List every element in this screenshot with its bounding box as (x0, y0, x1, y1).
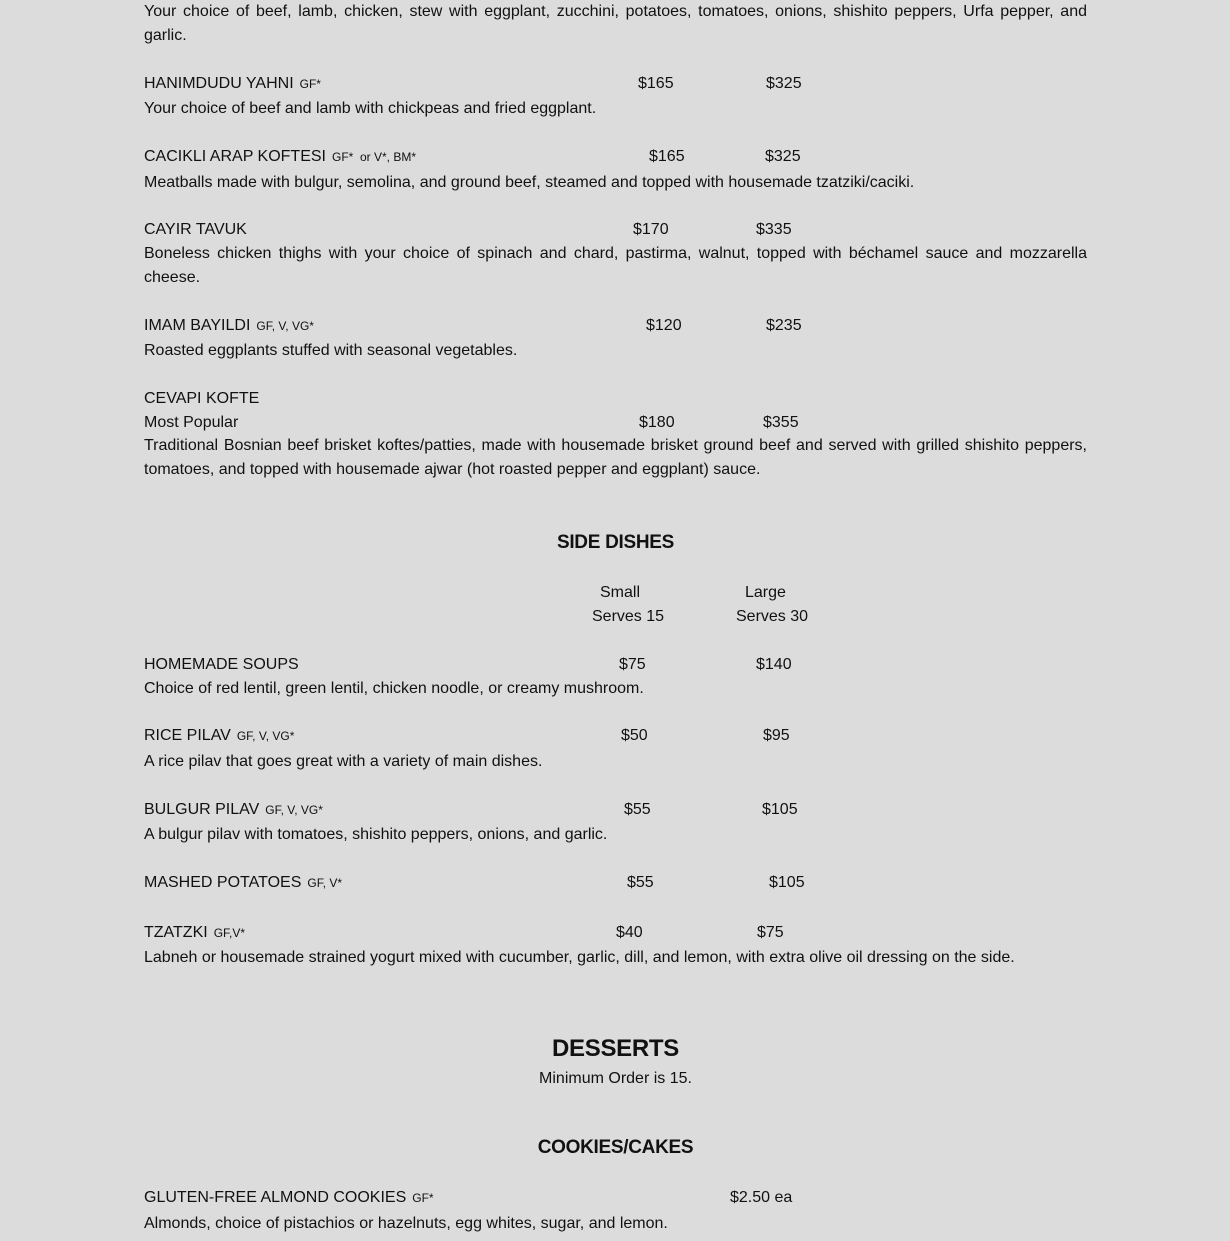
popular-label: Most Popular (144, 414, 239, 431)
item-description: Labneh or housemade strained yogurt mixed with cucumber, garlic, dill, and lemon, with extra olive oil dressing on the side. (144, 949, 1015, 966)
item-description: Roasted eggplants stuffed with seasonal vegetables. (144, 342, 518, 359)
dietary-tags: GF* (412, 1191, 434, 1205)
large-price: $95 (763, 727, 790, 744)
small-price: $120 (646, 317, 682, 334)
unit-price: $2.50 ea (730, 1189, 793, 1206)
item-description: Boneless chicken thighs with your choice of spinach and chard, pastirma, walnut, topped with béchamel sauce and mozzarella cheese. (144, 245, 1087, 286)
small-column-label: Small (600, 584, 641, 601)
item-name: RICE PILAV (144, 727, 231, 744)
small-price: $55 (627, 874, 654, 891)
item-description: Choice of red lentil, green lentil, chicken noodle, or creamy mushroom. (144, 680, 644, 697)
item-name: IMAM BAYILDI (144, 317, 251, 334)
minimum-order-note: Minimum Order is 15. (539, 1070, 692, 1087)
large-column-label: Large (745, 584, 786, 601)
small-price: $50 (621, 727, 648, 744)
small-price: $165 (638, 75, 674, 92)
item-name: BULGUR PILAV (144, 801, 260, 818)
large-price: $235 (766, 317, 802, 334)
small-price: $165 (649, 148, 685, 165)
small-column-serves: Serves 15 (592, 608, 665, 625)
item-description: A bulgur pilav with tomatoes, shishito peppers, onions, and garlic. (144, 826, 608, 843)
dietary-tags: GF,V* (213, 926, 246, 940)
item-description: Traditional Bosnian beef brisket koftes/patties, made with housemade brisket ground beef and served with grilled shishito peppers, tomatoes, and topped with housemade ajwar (hot roasted pepper and eggplant) sauce. (144, 437, 1087, 478)
item-name: GLUTEN-FREE ALMOND COOKIES (144, 1189, 407, 1206)
dietary-tags: GF, V* (307, 876, 343, 890)
item-description: A rice pilav that goes great with a variety of main dishes. (144, 753, 543, 770)
cookies-cakes-heading: COOKIES/CAKES (537, 1137, 694, 1158)
item-name: CEVAPI KOFTE (144, 390, 260, 407)
item-name: TZATZKI (144, 924, 208, 941)
item-description: Meatballs made with bulgur, semolina, and ground beef, steamed and topped with housemade tzatziki/caciki. (144, 174, 915, 191)
dietary-tags: GF, V, VG* (236, 729, 295, 743)
menu-item-mashed-potatoes (144, 871, 342, 895)
dietary-tags: GF, V, VG* (265, 803, 323, 817)
small-price: $40 (616, 924, 643, 941)
dietary-tags: GF* or V*, BM* (331, 150, 417, 164)
menu-item-tzatzki (144, 921, 245, 945)
small-price: $75 (619, 656, 646, 673)
menu-item-bulgur-pilav (144, 798, 323, 822)
small-price: $180 (639, 414, 675, 431)
menu-item-homemade-soups (144, 653, 299, 677)
large-column-serves: Serves 30 (736, 608, 809, 625)
menu-item-cacikli-arap-koftesi (144, 145, 416, 169)
large-price: $325 (766, 75, 802, 92)
stew-description: Your choice of beef, lamb, chicken, stew with eggplant, zucchini, potatoes, tomatoes, onions, shishito peppers, Urfa pepper, and garlic. (144, 3, 1087, 44)
item-name: HANIMDUDU YAHNI (144, 75, 294, 92)
item-description: Almonds, choice of pistachios or hazelnuts, egg whites, sugar, and lemon. (144, 1215, 668, 1232)
large-price: $140 (756, 656, 792, 673)
menu-item-rice-pilav (144, 724, 294, 748)
item-name: CAYIR TAVUK (144, 221, 247, 238)
desserts-heading: DESSERTS (552, 1035, 679, 1062)
dietary-tags: GF* (299, 77, 321, 91)
large-price: $105 (762, 801, 798, 818)
item-name: MASHED POTATOES (144, 874, 302, 891)
item-name: HOMEMADE SOUPS (144, 656, 299, 673)
small-price: $170 (633, 221, 669, 238)
menu-item-hanimdudu-yahni (144, 72, 321, 96)
large-price: $335 (756, 221, 792, 238)
item-description: Your choice of beef and lamb with chickpeas and fried eggplant. (144, 100, 597, 117)
large-price: $355 (763, 414, 799, 431)
menu-item-gluten-free-almond-cookies (144, 1186, 434, 1210)
dietary-tags: GF, V, VG* (256, 319, 314, 333)
large-price: $105 (769, 874, 805, 891)
large-price: $325 (765, 148, 801, 165)
menu-item-cevapi-kofte (144, 387, 259, 411)
item-name: CACIKLI ARAP KOFTESI (144, 148, 326, 165)
menu-item-cayir-tavuk (144, 218, 247, 242)
menu-item-imam-bayildi (144, 314, 314, 338)
side-dishes-heading: SIDE DISHES (556, 532, 675, 553)
small-price: $55 (624, 801, 651, 818)
large-price: $75 (757, 924, 784, 941)
